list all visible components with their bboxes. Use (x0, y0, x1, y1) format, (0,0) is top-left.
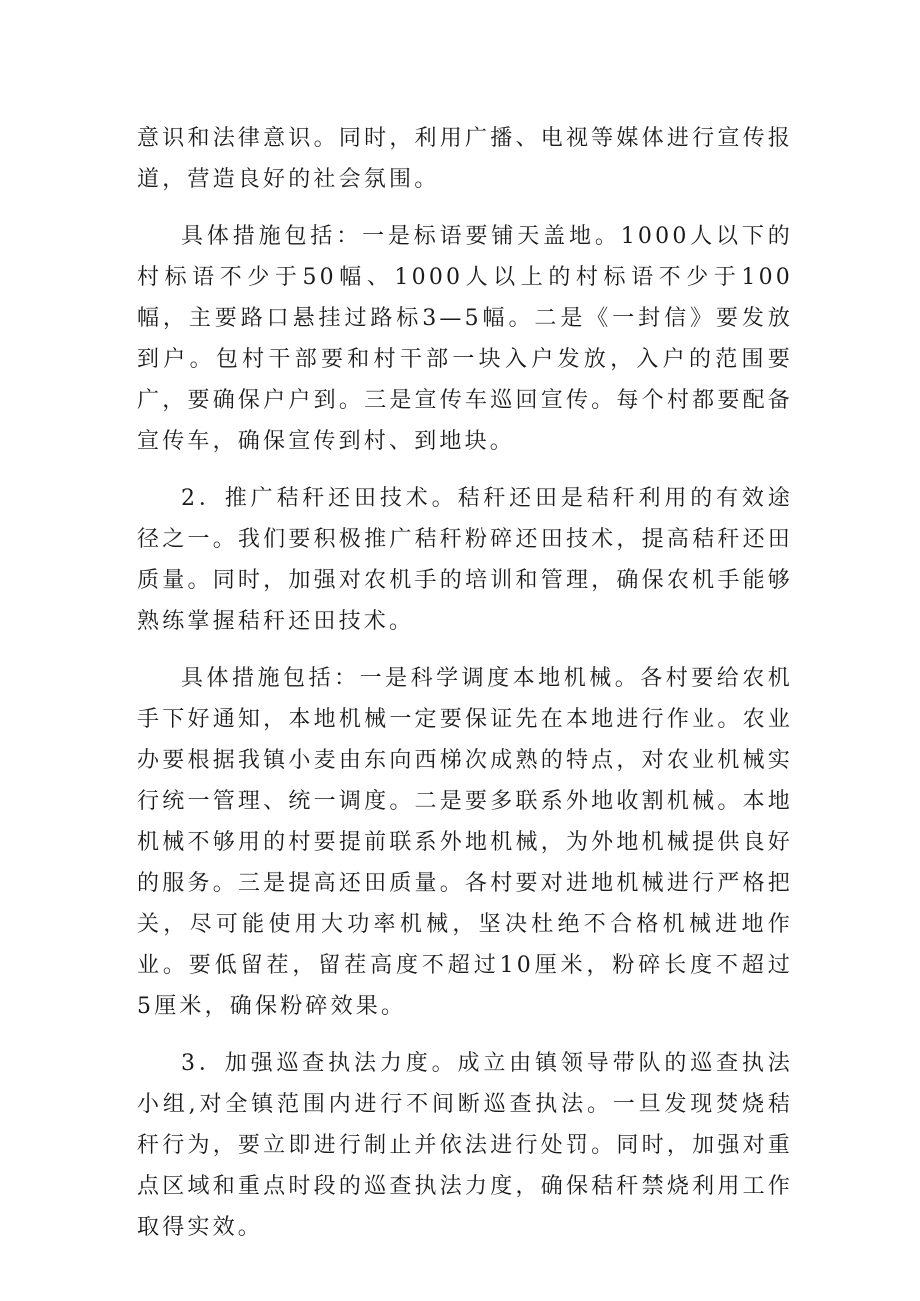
paragraph-straw-return-technology: 2．推广秸秆还田技术。秸秆还田是秸秆利用的有效途径之一。我们要积极推广秸秆粉碎还田技术，提高秸秆还田质量。同时，加强对农机手的培训和管理，确保农机手能够熟练掌握秸秆还田技术。 (137, 486, 793, 634)
paragraph-inspection-enforcement: 3．加强巡查执法力度。成立由镇领导带队的巡查执法小组,对全镇范围内进行不间断巡查执法。一旦发现焚烧秸秆行为，要立即进行制止并依法进行处罚。同时，加强对重点区域和重点时段的巡查执法力度，确保秸秆禁烧利用工作取得实效。 (137, 1051, 793, 1240)
paragraph-machinery-measures: 具体措施包括：一是科学调度本地机械。各村要给农机手下好通知，本地机械一定要保证先在本地进行作业。农业办要根据我镇小麦由东向西梯次成熟的特点，对农业机械实行统一管理、统一调度。二是要多联系外地收割机械。本地机械不够用的村要提前联系外地机械，为外地机械提供良好的服务。三是提高还田质量。各村要对进地机械进行严格把关，尽可能使用大功率机械，坚决杜绝不合格机械进地作业。要低留茬，留茬高度不超过10厘米，粉碎长度不超过5厘米，确保粉碎效果。 (137, 666, 793, 1019)
paragraph-intro-continuation: 意识和法律意识。同时，利用广播、电视等媒体进行宣传报道，营造良好的社会氛围。 (137, 126, 793, 192)
document-body (137, 118, 793, 1264)
paragraph-propaganda-measures: 具体措施包括：一是标语要铺天盖地。1000人以下的村标语不少于50幅、1000人以上的村标语不少于100幅，主要路口悬挂过路标3—5幅。二是《一封信》要发放到户。包村干部要和村干部一块入户发放，入户的范围要广，要确保户户到。三是宣传车巡回宣传。每个村都要配备宣传车，确保宣传到村、到地块。 (137, 224, 793, 454)
